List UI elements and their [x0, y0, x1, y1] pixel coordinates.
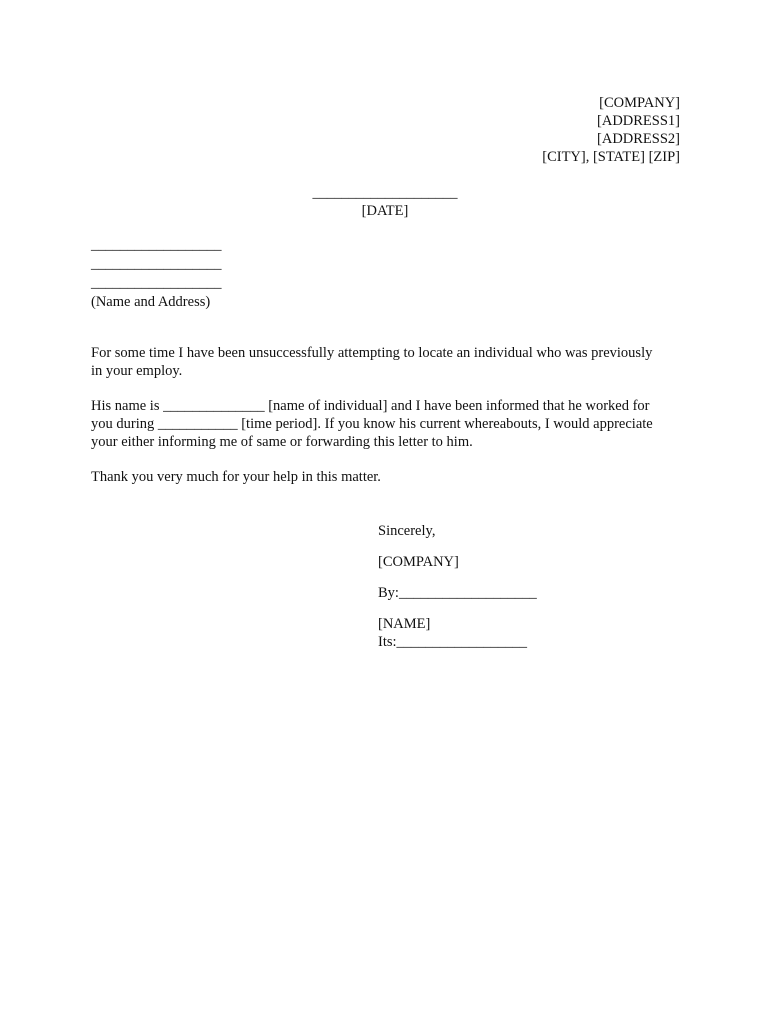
date-label: [DATE] [361, 203, 409, 219]
date-block [0, 184, 770, 220]
date-line: ____________________ [312, 185, 458, 201]
signature-company: [COMPANY] [378, 554, 459, 570]
signature-by-line: By:___________________ [378, 585, 537, 601]
recipient-line-3: __________________ [91, 275, 222, 291]
body-paragraph-2-line-2: you during ___________ [time period]. If you know his current whereabouts, I would appreciate [91, 416, 653, 432]
sender-address1: [ADDRESS1] [597, 113, 680, 129]
body-paragraph-3: Thank you very much for your help in this matter. [91, 469, 381, 485]
signature-name: [NAME] [378, 616, 431, 632]
body-paragraph-1-line-2: in your employ. [91, 363, 183, 379]
sender-city-state-zip: [CITY], [STATE] [ZIP] [542, 149, 680, 165]
sender-address-block [542, 94, 680, 166]
recipient-block [91, 236, 222, 312]
body-paragraph-2-line-3: your either informing me of same or forwarding this letter to him. [91, 434, 473, 450]
body-paragraph-1-line-1: For some time I have been unsuccessfully attempting to locate an individual who was previously [91, 345, 653, 361]
body-paragraph-2 [91, 397, 686, 451]
recipient-line-2: __________________ [91, 256, 222, 272]
signature-block [378, 522, 537, 651]
recipient-line-1: __________________ [91, 237, 222, 253]
sender-address2: [ADDRESS2] [597, 131, 680, 147]
signature-its-line: Its:__________________ [378, 634, 528, 650]
recipient-caption: (Name and Address) [91, 294, 211, 310]
body-paragraph-2-line-1: His name is ______________ [name of individual] and I have been informed that he worked for [91, 398, 650, 414]
letter-body [91, 344, 686, 503]
body-paragraph-1 [91, 344, 686, 380]
closing: Sincerely, [378, 523, 436, 539]
sender-company: [COMPANY] [599, 95, 680, 111]
